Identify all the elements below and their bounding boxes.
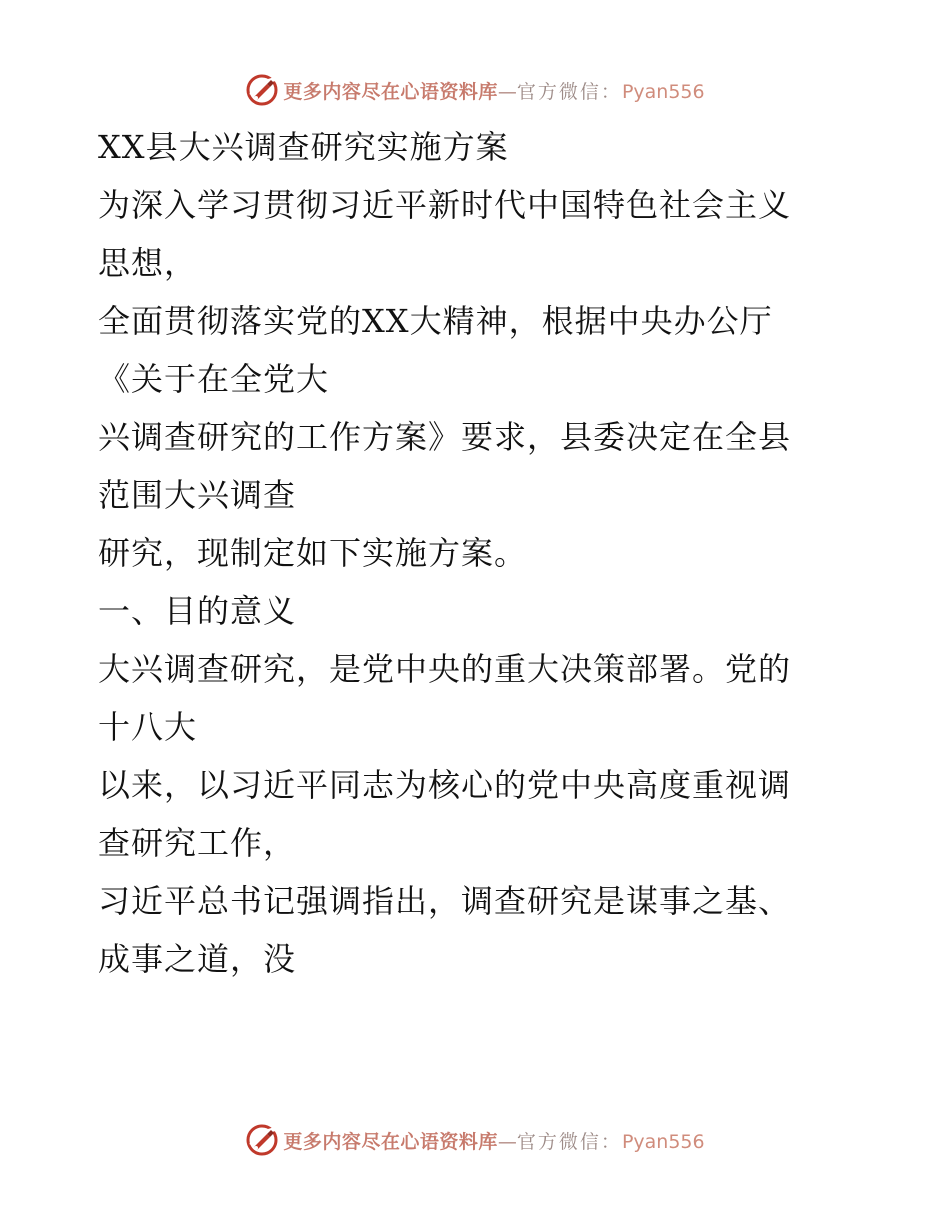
- header-watermark: [0, 70, 950, 110]
- text-line: 《关于在全党大: [98, 360, 330, 398]
- text-line: 研究，现制定如下实施方案。: [98, 534, 528, 572]
- text-line: 习近平总书记强调指出，调查研究是谋事之基、: [98, 882, 792, 920]
- text-line: 大兴调查研究，是党中央的重大决策部署。党的: [98, 650, 792, 688]
- text-line: 成事之道，没: [98, 940, 297, 978]
- footer-watermark: [0, 1120, 950, 1160]
- section-heading: 一、目的意义: [98, 592, 297, 630]
- watermark-id: Pyan556: [621, 1130, 705, 1153]
- text-line: 思想，: [98, 244, 198, 282]
- text-line: 兴调查研究的工作方案》要求，县委决定在全县: [98, 418, 792, 456]
- watermark-label: 官方微信：: [516, 80, 622, 103]
- pen-in-circle-logo-icon: [245, 1123, 279, 1157]
- watermark-id: Pyan556: [621, 80, 705, 103]
- watermark-text: [283, 1127, 704, 1154]
- text-line: 查研究工作，: [98, 824, 297, 862]
- watermark-label: 官方微信：: [516, 1130, 622, 1153]
- text-line: 全面贯彻落实党的XX大精神，根据中央办公厅: [98, 302, 773, 340]
- watermark-separator: —: [497, 80, 517, 103]
- text-line: 范围大兴调查: [98, 476, 297, 514]
- watermark-text: [283, 77, 704, 104]
- text-line: 十八大: [98, 708, 198, 746]
- document-body: [98, 118, 838, 988]
- text-line: 以来，以习近平同志为核心的党中央高度重视调: [98, 766, 792, 804]
- pen-in-circle-logo-icon: [245, 73, 279, 107]
- text-line: 为深入学习贯彻习近平新时代中国特色社会主义: [98, 186, 792, 224]
- watermark-separator: —: [497, 1130, 517, 1153]
- watermark-main: 更多内容尽在心语资料库: [283, 1130, 498, 1153]
- document-title: XX县大兴调查研究实施方案: [98, 128, 509, 166]
- watermark-main: 更多内容尽在心语资料库: [283, 80, 498, 103]
